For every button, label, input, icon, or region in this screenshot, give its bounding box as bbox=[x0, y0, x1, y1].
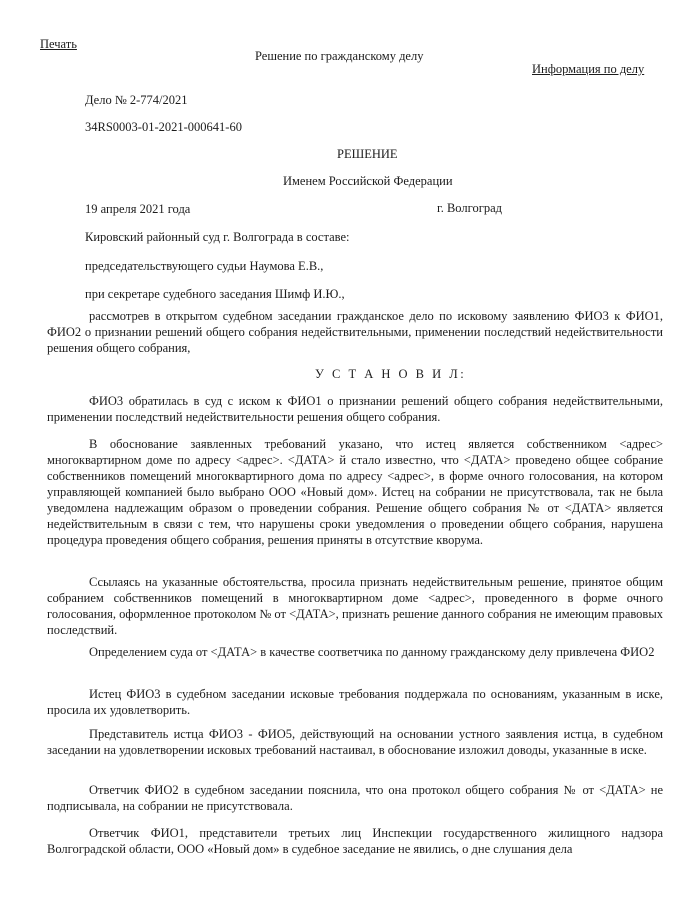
presiding-judge: председательствующего судьи Наумова Е.В., bbox=[85, 259, 324, 273]
paragraph-text: Определением суда от <ДАТА> в качестве соответчика по данному гражданскому делу привлечена ФИО2 bbox=[89, 645, 655, 659]
case-info-link[interactable]: Информация по делу bbox=[532, 62, 645, 76]
paragraph-text: В обоснование заявленных требований указано, что истец является собственником <адрес> многоквартирном доме по адресу <адрес>. <ДАТА> й стало известно, что <ДАТА> проведено общее собрание собственников помещений многоквартирного дома по адресу <адрес>, в форме очного голосования, на котором управляющей компанией было выбрано ООО «Новый дом». Истец на собрании не присутствовала, так не была уведомлена надлежащим образом о проведении собрания. Решение общего собрания № от <ДАТА> является недействительным в связи с тем, что нарушены сроки уведомления о проведении общего собрания, нарушена процедура проведения общего собрания, решения приняты в отсутствие кворума. bbox=[47, 437, 663, 547]
paragraph-8 bbox=[47, 825, 663, 857]
decision-date: 19 апреля 2021 года bbox=[85, 202, 191, 216]
paragraph-text: Ответчик ФИО1, представители третьих лиц Инспекции государственного жилищного надзора Волгоградской области, ООО «Новый дом» в судебное заседание не явились, о дне слушания дела bbox=[47, 826, 663, 856]
paragraph-text: Истец ФИО3 в судебном заседании исковые требования поддержала по основаниям, указанным в иске, просила их удовлетворить. bbox=[47, 687, 663, 717]
paragraph-1 bbox=[47, 393, 663, 425]
paragraph-6 bbox=[47, 726, 663, 758]
paragraph-text: Представитель истца ФИО3 - ФИО5, действующий на основании устного заявления истца, в судебном заседании на удовлетворении исковых требований настаивал, в обоснование изложил доводы, указанные в иске. bbox=[47, 727, 663, 757]
document-subheading: Именем Российской Федерации bbox=[283, 174, 453, 188]
paragraph-2 bbox=[47, 436, 663, 548]
paragraph-5 bbox=[47, 686, 663, 718]
print-link[interactable]: Печать bbox=[40, 37, 77, 51]
case-uid: 34RS0003-01-2021-000641-60 bbox=[85, 120, 242, 134]
paragraph-7 bbox=[47, 782, 663, 814]
paragraph-3 bbox=[47, 574, 663, 638]
paragraph-text: Ответчик ФИО2 в судебном заседании пояснила, что она протокол общего собрания № от <ДАТА> не подписывала, на собрании не присутствовала. bbox=[47, 783, 663, 813]
court-composition: Кировский районный суд г. Волгограда в составе: bbox=[85, 230, 350, 244]
intro-paragraph bbox=[47, 308, 663, 356]
paragraph-4 bbox=[47, 644, 663, 660]
established-heading: У С Т А Н О В И Л: bbox=[315, 367, 467, 381]
decision-city: г. Волгоград bbox=[437, 201, 502, 215]
case-number: Дело № 2-774/2021 bbox=[85, 93, 188, 107]
paragraph-text: ФИО3 обратилась в суд с иском к ФИО1 о признании решений общего собрания недействительными, применении последствий недействительности решения общего собрания. bbox=[47, 394, 663, 424]
paragraph-text: Ссылаясь на указанные обстоятельства, просила признать недействительным решение, принятое общим собранием собственников помещений в многоквартирном доме <адрес>, проведенного в форме очного голосования, оформленное протоколом № от <ДАТА>, признать решение данного собрания не имеющим правовых последствий. bbox=[47, 575, 663, 637]
page-title: Решение по гражданскому делу bbox=[255, 49, 424, 63]
intro-text: рассмотрев в открытом судебном заседании гражданское дело по исковому заявлению ФИО3 к ФИО1, ФИО2 о признании решений общего собрания недействительными, применении последствий недействительности решения общего собрания, bbox=[47, 309, 663, 355]
document-heading: РЕШЕНИЕ bbox=[337, 147, 398, 161]
court-secretary: при секретаре судебного заседания Шимф И.Ю., bbox=[85, 287, 345, 301]
